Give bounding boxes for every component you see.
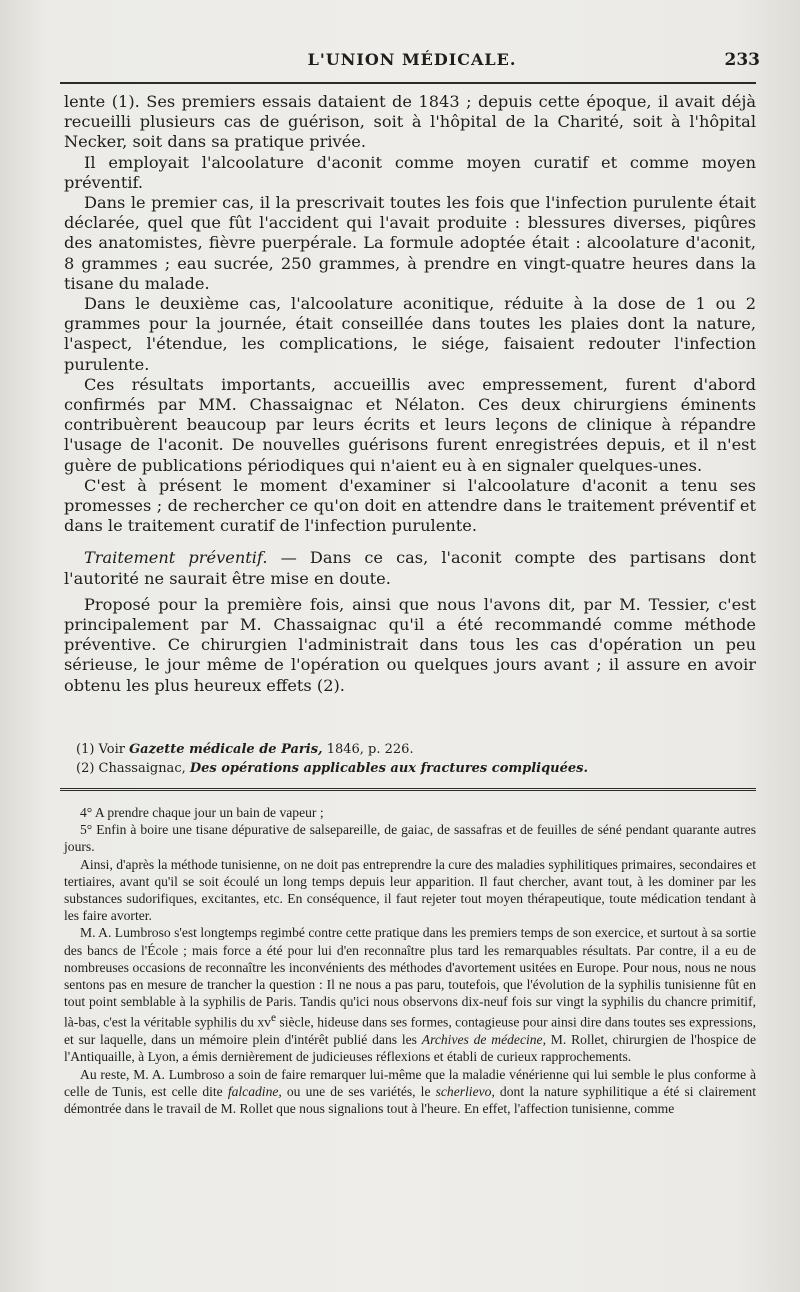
page-number: 233 xyxy=(724,50,760,70)
superscript: e xyxy=(270,1012,276,1025)
text-run: dont la nature syphilitique a été si clairement démontrée dans le travail de M. Rollet que nous signalions tout à l'heure. En effet, l'affection tunisienne, comme xyxy=(64,1083,757,1116)
italic-term: scherlievo, xyxy=(435,1083,495,1099)
paragraph: lente (1). Ses premiers essais dataient de 1843 ; depuis cette époque, il avait déjà recueilli plusieurs cas de guérison, soit à l'hôpital de la Charité, soit à l'hôpital Necker, soit dans sa pratique privée. xyxy=(64,92,756,152)
paragraph: Il employait l'alcoolature d'aconit comme moyen curatif et comme moyen préventif. xyxy=(64,152,756,192)
text-run: Au reste, M. A. Lumbroso a soin de faire remarquer lui-même que la maladie vénérienne qui lui semble le plus conforme à celle de Tunis, est celle dite xyxy=(64,1066,756,1099)
lower-article xyxy=(64,804,756,1117)
paragraph xyxy=(64,1066,756,1118)
journal-title: Archives de médecine, xyxy=(421,1032,546,1048)
footnotes xyxy=(76,740,756,778)
footnote-ref: 1846, p. 226. xyxy=(322,742,414,757)
paragraph: Ces résultats importants, accueillis avec empressement, furent d'abord confirmés par MM. Chassaignac et Nélaton. Ces deux chirurgiens éminents contribuèrent beaucoup par leurs écrits et leurs leçons de clinique à répandre l'usage de l'aconit. De nouvelles guérisons furent enregistrées depuis, et il n'est guère de publications périodiques qui n'aient eu à en signaler quelques-unes. xyxy=(64,374,756,475)
paragraph: 4° A prendre chaque jour un bain de vapeur ; xyxy=(80,805,324,820)
italic-term: falcadine, xyxy=(227,1083,282,1099)
paragraph: 5° Enfin à boire une tisane dépurative de salsepareille, de gaiac, de sassafras et de feuilles de séné pendant quarante autres jours. xyxy=(64,822,756,855)
paragraph: C'est à présent le moment d'examiner si l'alcoolature d'aconit a tenu ses promesses ; de rechercher ce qu'on doit en attendre dans le traitement préventif et dans le traitement curatif de l'infection purulente. xyxy=(64,475,756,536)
running-title: L'UNION MÉDICALE. xyxy=(307,50,517,69)
header-rule xyxy=(60,82,756,84)
section-heading-rest: — Dans ce cas, l'aconit compte des partisans dont l'autorité ne saurait être mise en doute. xyxy=(64,548,756,588)
footnote xyxy=(76,759,756,778)
footnote xyxy=(76,740,756,759)
page-header xyxy=(64,44,760,74)
section-paragraph xyxy=(64,548,756,588)
paragraph: Proposé pour la première fois, ainsi que nous l'avons dit, par M. Tessier, c'est principalement par M. Chassaignac qu'il a été recommandé comme méthode préventive. Ce chirurgien l'administrait dans tous les cas d'opération un peu sérieuse, le jour même de l'opération ou quelques jours avant ; il assure en avoir obtenu les plus heureux effets (2). xyxy=(64,594,756,695)
paragraph xyxy=(64,924,756,1065)
paragraph: Dans le premier cas, il la prescrivait toutes les fois que l'infection purulente était déclarée, quel que fût l'accident qui l'avait produite : blessures diverses, piqûres des anatomistes, fièvre puerpérale. La formule adoptée était : alcoolature d'aconit, 8 grammes ; eau sucrée, 250 grammes, à prendre en vingt-quatre heures dans la tisane du malade. xyxy=(64,193,756,293)
text-run: M. A. Lumbroso s'est longtemps regimbé contre cette pratique dans les premiers temps de son exercice, et surtout à sa sortie des bancs de l'École ; mais force a été pour lui d'en reconnaître plus tard les remarquables résultats. Par contre, il a eu de nombreuses occasions de reconnaître les inconvénients des méthodes d'avortement usitées en Europe. Pour nous, nous ne nous sentons pas en mesure de trancher la question : Il ne nous a pas paru, toutefois, que l'évolution de la syphilis tunisienne fût en tout point semblable à la syphilis de Paris. Tandis qu'ici nous observons dix-neuf fois sur vingt la syphilis du chancre primitif, là-bas, c'est la véritable syphilis du xv xyxy=(64,925,756,1030)
section-heading: Traitement préventif. xyxy=(84,548,268,568)
text-run: M. Rollet, chirurgien de l'hospice de l'Antiquaille, à Lyon, a émis dernièrement de judicieuses réflexions et établi de curieux rapprochements. xyxy=(64,1032,757,1065)
footnote-title: Des opérations applicables aux fractures compliquées. xyxy=(189,761,589,776)
text-run: siècle, hideuse dans ses formes, contagieuse pour ainsi dire dans toutes ses expressions, et sur laquelle, dans un mémoire plein d'intérêt publié dans les xyxy=(64,1014,756,1048)
section-divider xyxy=(60,788,756,793)
footnote-marker: (2) Chassaignac, xyxy=(76,761,190,776)
footnote-title: Gazette médicale de Paris, xyxy=(129,742,323,757)
paragraph: Dans le deuxième cas, l'alcoolature aconitique, réduite à la dose de 1 ou 2 grammes pour la journée, était conseillée dans toutes les plaies dont la nature, l'aspect, l'étendue, les complications, le siége, faisaient redouter l'infection purulente. xyxy=(64,294,756,374)
footnote-marker: (1) Voir xyxy=(76,742,130,757)
text-run: ou une de ses variétés, le xyxy=(281,1083,436,1099)
paragraph: Ainsi, d'après la méthode tunisienne, on ne doit pas entreprendre la cure des maladies syphilitiques primaires, secondaires et tertiaires, avant qu'il se soit écoulé un long temps depuis leur apparition. Il faut chercher, avant tout, à les dominer par les substances sudorifiques, excitantes, etc. En conséquence, il faut rejeter tout moyen thérapeutique, toute médication tendant à les faire avorter. xyxy=(64,856,756,924)
upper-article xyxy=(64,92,756,696)
